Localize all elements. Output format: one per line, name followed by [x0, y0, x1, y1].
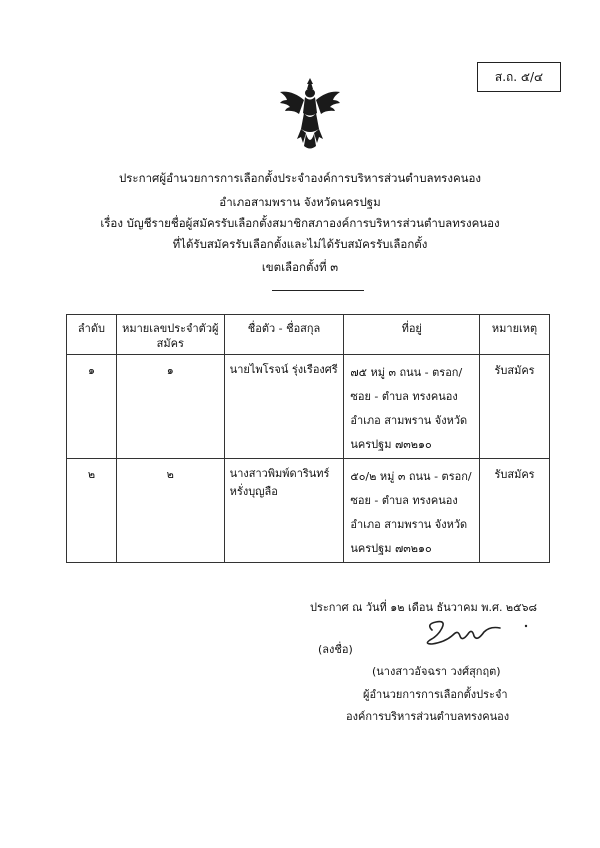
form-code: ส.ถ. ๕/๔ [494, 69, 544, 84]
garuda-emblem-icon [278, 76, 342, 152]
cell-name: นางสาวพิมพ์ดารินทร์ หรั่งบุญลือ [224, 459, 344, 563]
signer-position-line-2: องค์การบริหารส่วนตำบลทรงคนอง [346, 710, 510, 723]
header-remark: หมายเหตุ [480, 315, 550, 355]
signer-name: (นางสาวอัจฉรา วงศ์สุกฤต) [372, 665, 501, 678]
header-address: ที่อยู่ [344, 315, 480, 355]
sign-label: (ลงชื่อ) [318, 643, 353, 656]
header-candidate-number: หมายเลขประจำตัวผู้สมัคร [116, 315, 224, 355]
header-name: ชื่อตัว - ชื่อสกุล [224, 315, 344, 355]
form-code-box [477, 62, 561, 92]
signer-position-line-1: ผู้อำนวยการการเลือกตั้งประจำ [363, 688, 508, 701]
cell-address: ๗๕ หมู่ ๓ ถนน - ตรอก/ซอย - ตำบล ทรงคนอง อำเภอ สามพราน จังหวัด นครปฐม ๗๓๒๑๐ [344, 355, 480, 459]
announcement-date: ประกาศ ณ วันที่ ๑๒ เดือน ธันวาคม พ.ศ. ๒๕๖๘ [310, 601, 537, 614]
table-row [67, 459, 550, 563]
cell-order: ๑ [67, 355, 117, 459]
cell-order: ๒ [67, 459, 117, 563]
table-row [67, 355, 550, 459]
heading-line-2: อำเภอสามพราน จังหวัดนครปฐม [219, 195, 381, 209]
heading-line-4: ที่ได้รับสมัครรับเลือกตั้งและไม่ได้รับสมัครรับเลือกตั้ง [172, 237, 428, 251]
heading-line-5: เขตเลือกตั้งที่ ๓ [261, 260, 339, 274]
heading-line-1: ประกาศผู้อำนวยการการเลือกตั้งประจำองค์การบริหารส่วนตำบลทรงคนอง [118, 171, 482, 185]
handwritten-signature [418, 612, 538, 658]
cell-remark: รับสมัคร [480, 355, 550, 459]
cell-name: นายไพโรจน์ รุ่งเรืองศรี [224, 355, 344, 459]
cell-address: ๕๐/๒ หมู่ ๓ ถนน - ตรอก/ซอย - ตำบล ทรงคนอง อำเภอ สามพราน จังหวัด นครปฐม ๗๓๒๑๐ [344, 459, 480, 563]
cell-candidate-number: ๒ [116, 459, 224, 563]
heading-divider [272, 290, 364, 291]
heading-line-3: เรื่อง บัญชีรายชื่อผู้สมัครรับเลือกตั้งสมาชิกสภาองค์การบริหารส่วนตำบลทรงคนอง [100, 216, 500, 230]
header-order: ลำดับ [67, 315, 117, 355]
table-header-row [67, 315, 550, 355]
cell-remark: รับสมัคร [480, 459, 550, 563]
cell-candidate-number: ๑ [116, 355, 224, 459]
candidate-table [66, 314, 550, 563]
